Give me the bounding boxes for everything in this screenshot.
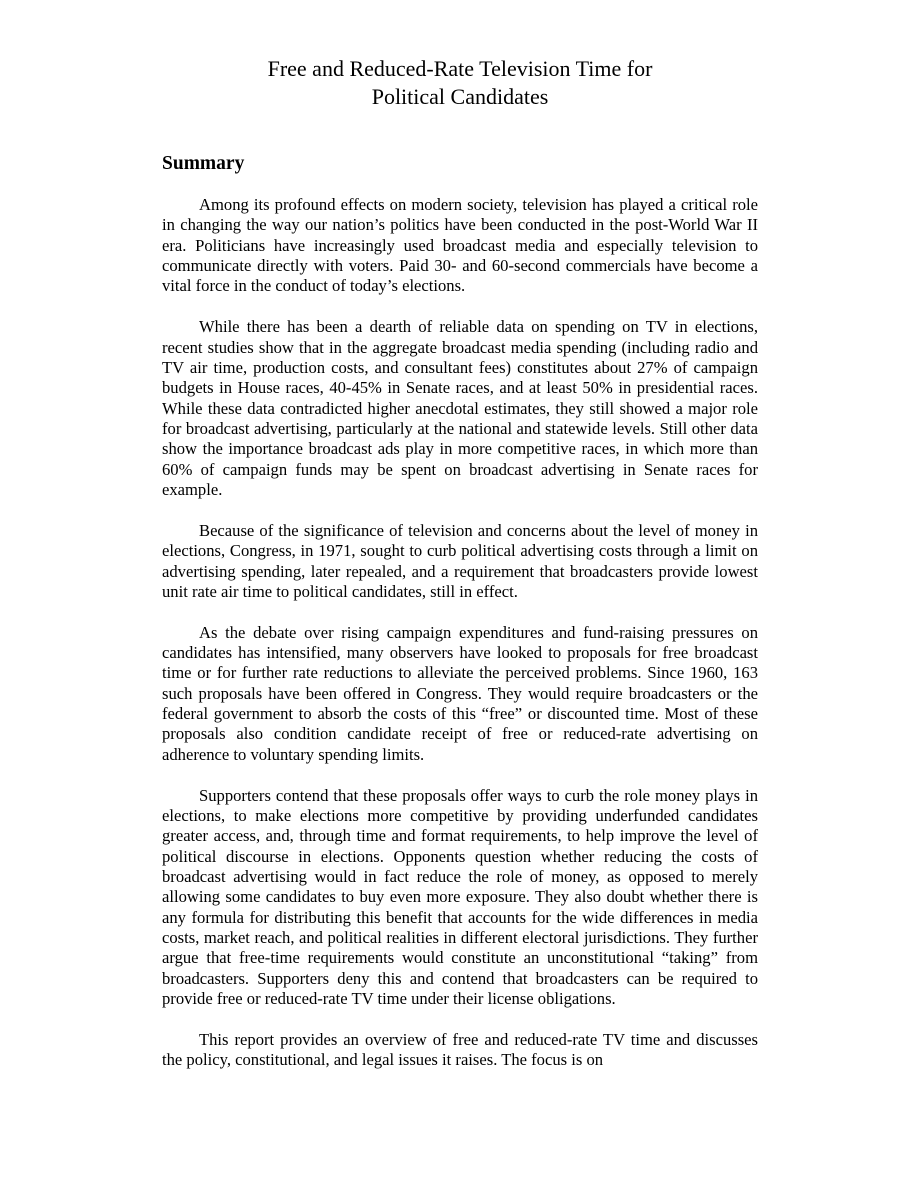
summary-body: [162, 195, 758, 1091]
paragraph-4: As the debate over rising campaign expenditures and fund-raising pressures on candidates has intensified, many observers have looked to proposals for free broadcast time or for further rate reductions to alleviate the perceived problems. Since 1960, 163 such proposals have been offered in Congress. They would require broadcasters or the federal government to absorb the costs of this “free” or discounted time. Most of these proposals also condition candidate receipt of free or reduced-rate advertising on adherence to voluntary spending limits.: [162, 622, 758, 764]
summary-heading: Summary: [162, 153, 245, 174]
title-line-2: Political Candidates: [371, 84, 549, 109]
paragraph-5: Supporters contend that these proposals offer ways to curb the role money plays in elections, to make elections more competitive by providing underfunded candidates greater access, and, through time and format requirements, to help improve the level of political discourse in elections. Opponents question whether reducing the costs of broadcast advertising would in fact reduce the role of money, as opposed to merely allowing some candidates to buy even more exposure. They also doubt whether there is any formula for distributing this benefit that accounts for the wide differences in media costs, market reach, and political realities in different electoral jurisdictions. They further argue that free-time requirements would constitute an unconstitutional “taking” from broadcasters. Supporters deny this and contend that broadcasters can be required to provide free or reduced-rate TV time under their license obligations.: [162, 785, 758, 1009]
paragraph-3: Because of the significance of television and concerns about the level of money in elections, Congress, in 1971, sought to curb political advertising costs through a limit on advertising spending, later repealed, and a requirement that broadcasters provide lowest unit rate air time to political candidates, still in effect.: [162, 520, 758, 601]
page-title: [162, 55, 758, 111]
paragraph-6: This report provides an overview of free and reduced-rate TV time and discusses the policy, constitutional, and legal issues it raises. The focus is on: [162, 1029, 758, 1070]
title-line-1: Free and Reduced-Rate Television Time for: [267, 56, 653, 81]
paragraph-1: Among its profound effects on modern society, television has played a critical role in changing the way our nation’s politics have been conducted in the post-World War II era. Politicians have increasingly used broadcast media and especially television to communicate directly with voters. Paid 30- and 60-second commercials have become a vital force in the conduct of today’s elections.: [162, 195, 758, 296]
paragraph-2: While there has been a dearth of reliable data on spending on TV in elections, recent studies show that in the aggregate broadcast media spending (including radio and TV air time, production costs, and consultant fees) constitutes about 27% of campaign budgets in House races, 40-45% in Senate races, and at least 50% in presidential races. While these data contradicted higher anecdotal estimates, they still showed a major role for broadcast advertising, particularly at the national and statewide levels. Still other data show the importance broadcast ads play in more competitive races, in which more than 60% of campaign funds may be spent on broadcast advertising in Senate races for example.: [162, 317, 758, 499]
